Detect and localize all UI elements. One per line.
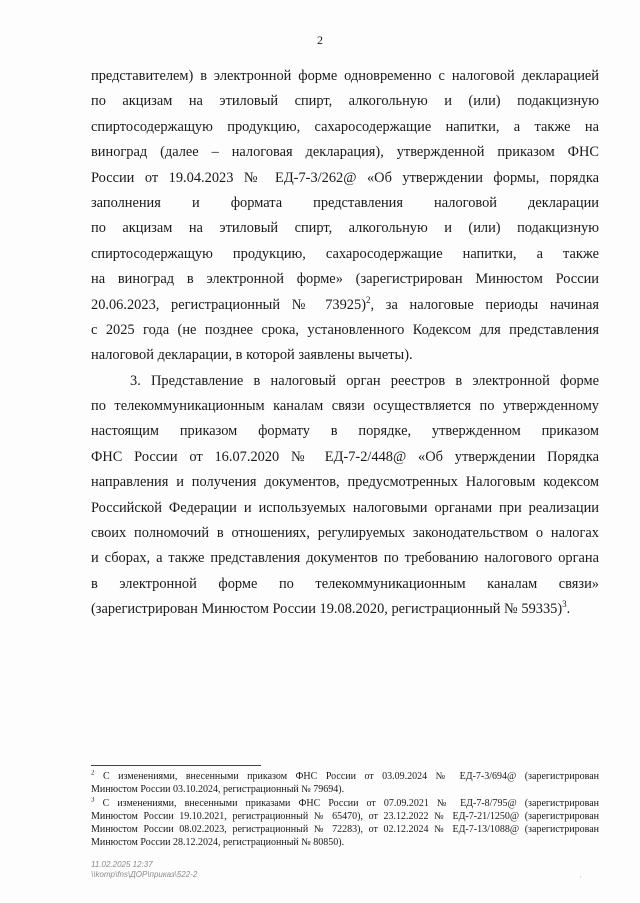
stamp-path: \\komp\fns\ДОР\приказ\522-2: [91, 870, 198, 879]
file-stamp: [91, 860, 197, 880]
text-line: виноград (далее – налоговая декларация), утвержденной приказом ФНС: [91, 144, 599, 161]
text-line: по телекоммуникационным каналам связи осуществляется по утвержденному: [91, 398, 599, 415]
text-line: 3. Представление в налоговый орган реестров в электронной форме: [130, 372, 599, 389]
footnotes: [91, 770, 599, 850]
text-segment: 20.06.2023, регистрационный № 73925): [91, 296, 366, 313]
footnote-line: Минюстом России 19.10.2021, регистрационный № 65470), от 23.12.2022 № ЕД-7-21/1250@ (зарегистрирован: [91, 810, 599, 822]
text-line: в электронной форме по телекоммуникационным каналам связи»: [91, 575, 599, 592]
text-line: представителем) в электронной форме одновременно с налоговой декларацией: [91, 68, 599, 84]
page-number: 2: [317, 33, 323, 47]
text-line: своих полномочий в отношениях, регулируемых законодательством о налогах: [91, 525, 599, 542]
text-segment: .: [566, 601, 571, 618]
corner-mark: ·: [579, 872, 582, 882]
text-line: направления и получения документов, предусмотренных Налоговым кодексом: [91, 474, 599, 491]
text-line: на виноград в электронной форме» (зарегистрирован Минюстом России: [91, 271, 599, 288]
text-line: и сборах, а также представления документов по требованию налогового органа: [91, 550, 599, 567]
text-line: спиртосодержащую продукцию, сахаросодержащие напитки, а также: [91, 245, 599, 262]
footnote-line: Минюстом России 28.12.2024, регистрационный № 80850).: [91, 837, 345, 849]
footnote-3: [91, 797, 599, 850]
text-line: [91, 293, 599, 318]
text-line: России от 19.04.2023 № ЕД-7-3/262@ «Об утверждении формы, порядка: [91, 169, 599, 186]
footnote-ref-2[interactable]: 2: [366, 294, 371, 305]
paragraph-item-3: [91, 369, 599, 623]
footnote-line: [91, 770, 599, 783]
text-line: настоящим приказом формату в порядке, утвержденном приказом: [91, 423, 599, 440]
text-line: по акцизам на этиловый спирт, алкогольную и (или) подакцизную: [91, 93, 599, 110]
footnote-separator: [91, 765, 261, 766]
text-line: ФНС России от 16.07.2020 № ЕД-7-2/448@ «Об утверждении Порядка: [91, 448, 599, 465]
main-text: [91, 64, 599, 623]
footnote-line: Минюстом России 03.10.2024, регистрационный № 79694).: [91, 784, 345, 796]
footnote-line: Минюстом России 08.02.2023, регистрационный № 72283), от 02.12.2024 № ЕД-7-13/1088@ (зарегистрирован: [91, 824, 599, 836]
footnote-marker-3: 3: [91, 796, 95, 804]
text-line: по акцизам на этиловый спирт, алкогольную и (или) подакцизную: [91, 220, 599, 237]
footnote-2: [91, 770, 599, 797]
text-line: [91, 597, 599, 622]
footnote-ref-3[interactable]: 3: [562, 599, 567, 610]
stamp-timestamp: 11.02.2025 12:37: [91, 860, 153, 869]
text-line: Российской Федерации и используемых налоговыми органами при реализации: [91, 499, 599, 516]
text-segment: С изменениями, внесенными приказом ФНС России от 03.09.2024 № ЕД-7-3/694@ (зарегистрирован: [94, 771, 599, 782]
text-segment: , за налоговые периоды начиная: [370, 296, 599, 313]
text-line: спиртосодержащую продукцию, сахаросодержащие напитки, а также на: [91, 118, 599, 135]
text-segment: (зарегистрирован Минюстом России 19.08.2020, регистрационный № 59335): [91, 601, 563, 618]
text-line: налоговой декларации, в которой заявлены вычеты).: [91, 347, 413, 364]
footnote-line: [91, 797, 599, 810]
footnote-marker-2: 2: [91, 770, 95, 777]
text-line: заполнения и формата представления налоговой декларации: [91, 194, 599, 211]
text-segment: С изменениями, внесенными приказами ФНС России от 07.09.2021 № ЕД-7-8/795@ (зарегистрирован: [94, 797, 599, 809]
text-line: с 2025 года (не позднее срока, установленного Кодексом для представления: [91, 321, 599, 338]
paragraph-continuation: [91, 64, 599, 369]
